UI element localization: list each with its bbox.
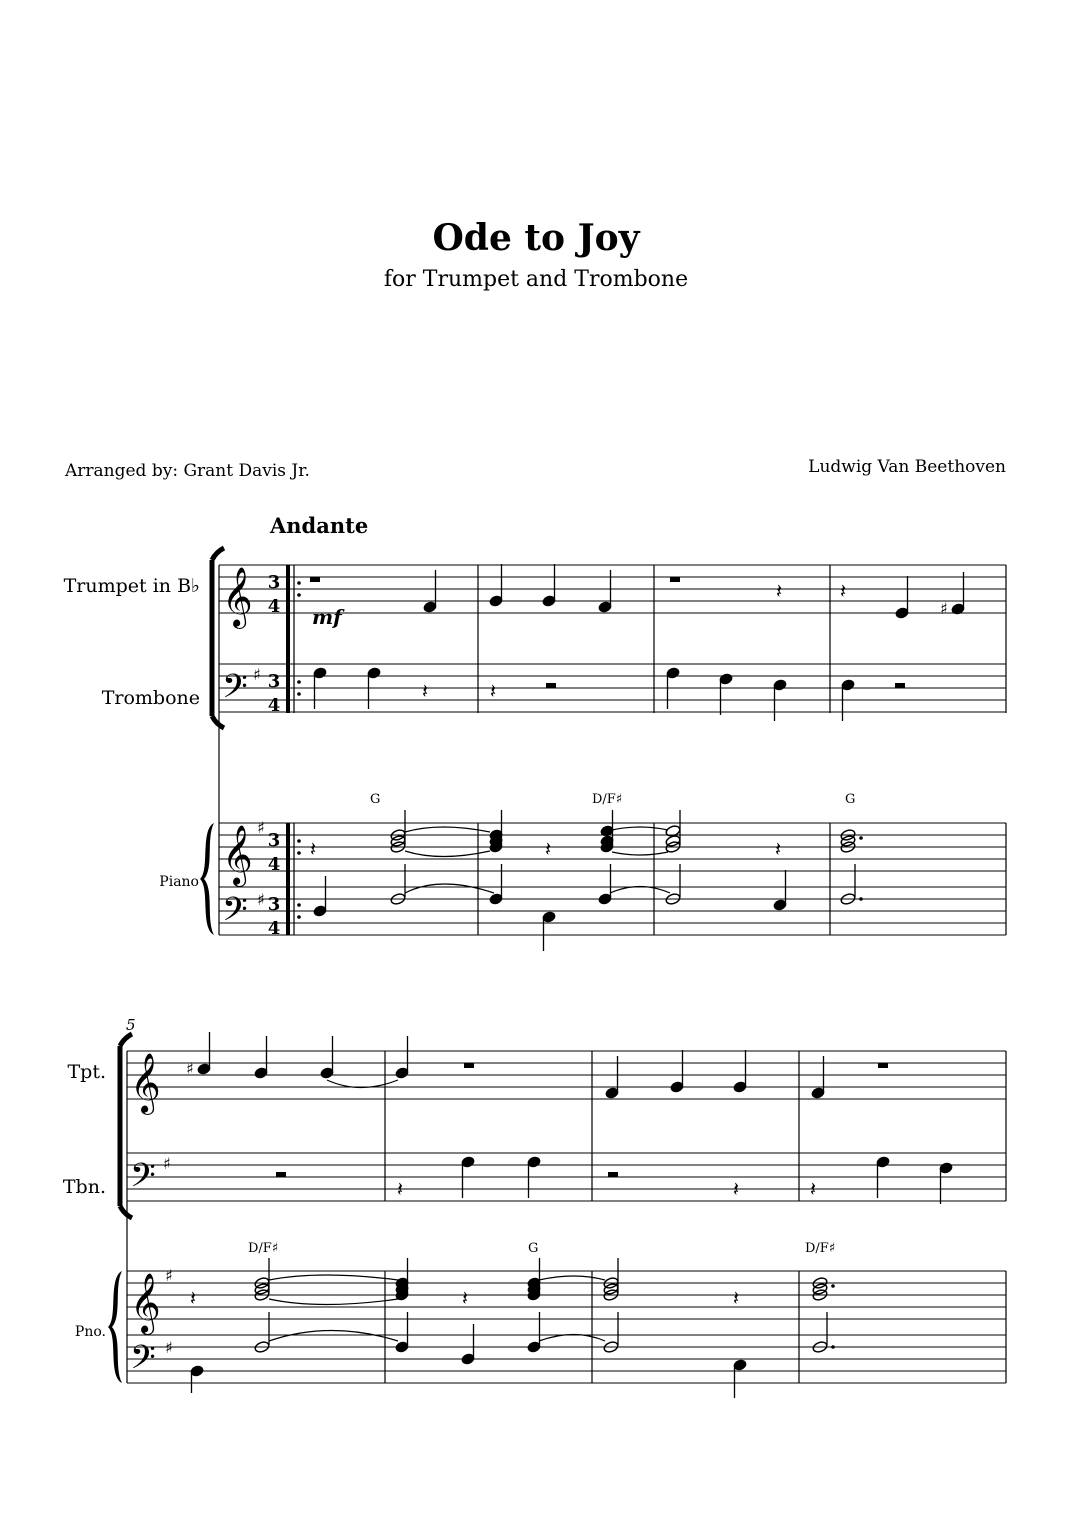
composer-credit: Ludwig Van Beethoven [808,457,1006,477]
quarter-rest: 𝄽 [422,679,429,703]
piano-label: Pno. [74,1324,106,1340]
trombone-label: Trombone [101,687,200,709]
sharp-icon: ♯ [253,665,261,684]
quarter-rest: 𝄽 [462,1286,469,1310]
barlines [478,565,1006,935]
half-rest [670,577,680,582]
svg-text:4: 4 [267,918,281,939]
piano-label: Piano [159,874,199,890]
piano-bass-notes [190,1312,835,1398]
score-title: Ode to Joy [432,217,640,259]
chord-symbol: D/F♯ [592,792,623,807]
treble-clef-icon: 𝄞 [222,825,253,885]
trombone-notes [313,667,905,721]
system-1 [64,548,1006,951]
piano-bass-notes [313,864,863,951]
svg-text:3: 3 [267,572,281,593]
quarter-rest: 𝄽 [776,579,783,603]
piano-brace [200,823,214,935]
piano-bass-staff [127,1335,1006,1383]
half-rest [546,683,556,688]
svg-text:3: 3 [267,830,281,851]
svg-text:4: 4 [267,596,281,617]
quarter-rest: 𝄽 [490,679,497,703]
trumpet-label: Trumpet in B♭ [63,575,200,597]
svg-text:3: 3 [267,671,281,692]
measure-number: 5 [126,1016,136,1034]
dynamic-marking: mf [312,605,342,629]
repeat-start-barline [286,565,301,935]
tempo-marking: Andante [270,513,369,538]
quarter-rest: 𝄽 [733,1286,740,1310]
quarter-rest: 𝄽 [840,579,847,603]
quarter-rest: 𝄽 [397,1177,404,1201]
sharp-icon: ♯ [163,1154,171,1173]
trombone-label: Tbn. [62,1176,106,1198]
quarter-rest: 𝄽 [545,837,552,861]
quarter-rest: 𝄽 [310,837,317,861]
quarter-rest: 𝄽 [190,1286,197,1310]
system-2 [63,1016,1006,1398]
half-rest [608,1172,618,1177]
half-rest [276,1172,286,1177]
bass-clef-icon: 𝄢 [222,668,248,714]
half-rest [878,1063,888,1068]
sharp-icon: ♯ [940,599,948,618]
treble-clef-icon: 𝄞 [130,1053,161,1113]
bass-clef-icon: 𝄢 [222,891,248,937]
sharp-icon: ♯ [257,890,265,909]
sharp-icon: ♯ [186,1059,194,1078]
piano-brace [108,1271,122,1383]
bass-clef-icon: 𝄢 [130,1339,156,1385]
quarter-rest: 𝄽 [733,1177,740,1201]
trombone-staff [127,1153,1006,1201]
trumpet-label: Tpt. [67,1061,106,1083]
sharp-icon: ♯ [257,818,265,837]
chord-symbol: G [528,1241,539,1256]
half-rest [310,577,320,582]
sharp-icon: ♯ [165,1266,173,1285]
svg-text:4: 4 [267,854,281,875]
half-rest [895,683,905,688]
half-rest [464,1063,474,1068]
chord-symbol: D/F♯ [248,1241,279,1256]
score-subtitle: for Trumpet and Trombone [383,267,689,292]
svg-text:4: 4 [267,695,281,716]
sharp-icon: ♯ [165,1338,173,1357]
piano-treble-staff [127,1271,1006,1319]
trumpet-notes [310,564,965,619]
treble-clef-icon: 𝄞 [130,1273,161,1333]
quarter-rest: 𝄽 [810,1177,817,1201]
piano-treble-notes [190,1258,835,1310]
svg-text:3: 3 [267,894,281,915]
bass-clef-icon: 𝄢 [130,1157,156,1203]
chord-symbol: G [370,792,381,807]
arranger-credit: Arranged by: Grant Davis Jr. [65,461,310,481]
chord-symbol: D/F♯ [805,1241,836,1256]
time-signature [268,572,281,939]
chord-symbol: G [845,792,856,807]
treble-clef-icon: 𝄞 [222,567,253,627]
trumpet-notes [186,1032,888,1099]
trombone-staff [219,664,1006,712]
piano-bass-staff [219,887,1006,935]
quarter-rest: 𝄽 [775,837,782,861]
barlines [385,1051,1006,1383]
trombone-notes [276,1156,953,1204]
